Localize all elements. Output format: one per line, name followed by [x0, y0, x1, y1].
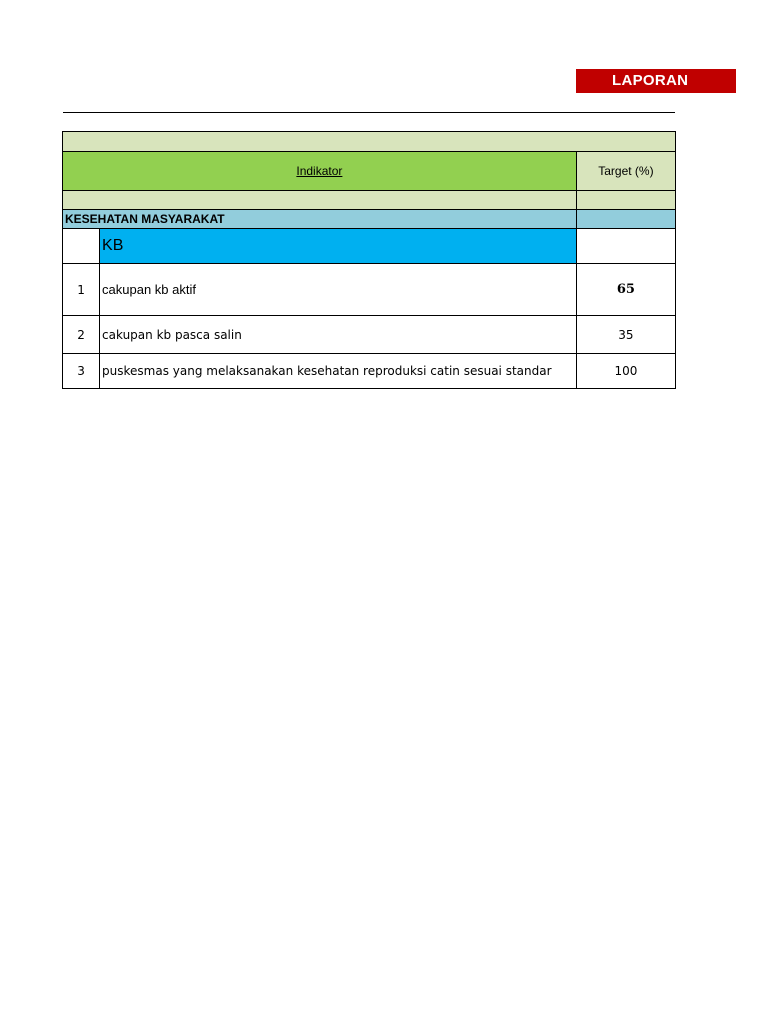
- table-top-band: [63, 132, 676, 152]
- target-column-header: Target (%): [576, 152, 675, 191]
- row-target: 35: [576, 316, 675, 354]
- row-number: 1: [63, 264, 100, 316]
- section-label: KESEHATAN MASYARAKAT: [63, 210, 577, 229]
- row-indikator: puskesmas yang melaksanakan kesehatan reproduksi catin sesuai standar: [100, 354, 577, 389]
- top-band-cell: [63, 132, 676, 152]
- spacer-band-target-cell: [576, 191, 675, 210]
- row-indikator: cakupan kb aktif: [100, 264, 577, 316]
- indikator-column-header: Indikator: [63, 152, 577, 191]
- header-divider: [63, 112, 675, 113]
- table-row: [63, 354, 676, 389]
- section-row: [63, 210, 676, 229]
- row-target: 65: [576, 264, 675, 316]
- subsection-row: [63, 229, 676, 264]
- spacer-band-cell: [63, 191, 577, 210]
- row-number: 2: [63, 316, 100, 354]
- table-spacer-band: [63, 191, 676, 210]
- subsection-label: KB: [100, 229, 577, 264]
- subsection-no-cell: [63, 229, 100, 264]
- row-number: 3: [63, 354, 100, 389]
- table-row: [63, 316, 676, 354]
- subsection-target-cell: [576, 229, 675, 264]
- table-row: [63, 264, 676, 316]
- indicator-table: [62, 131, 676, 389]
- table-header-row: [63, 152, 676, 191]
- row-target: 100: [576, 354, 675, 389]
- section-target-cell: [576, 210, 675, 229]
- report-title-badge: LAPORAN: [576, 69, 736, 93]
- row-indikator: cakupan kb pasca salin: [100, 316, 577, 354]
